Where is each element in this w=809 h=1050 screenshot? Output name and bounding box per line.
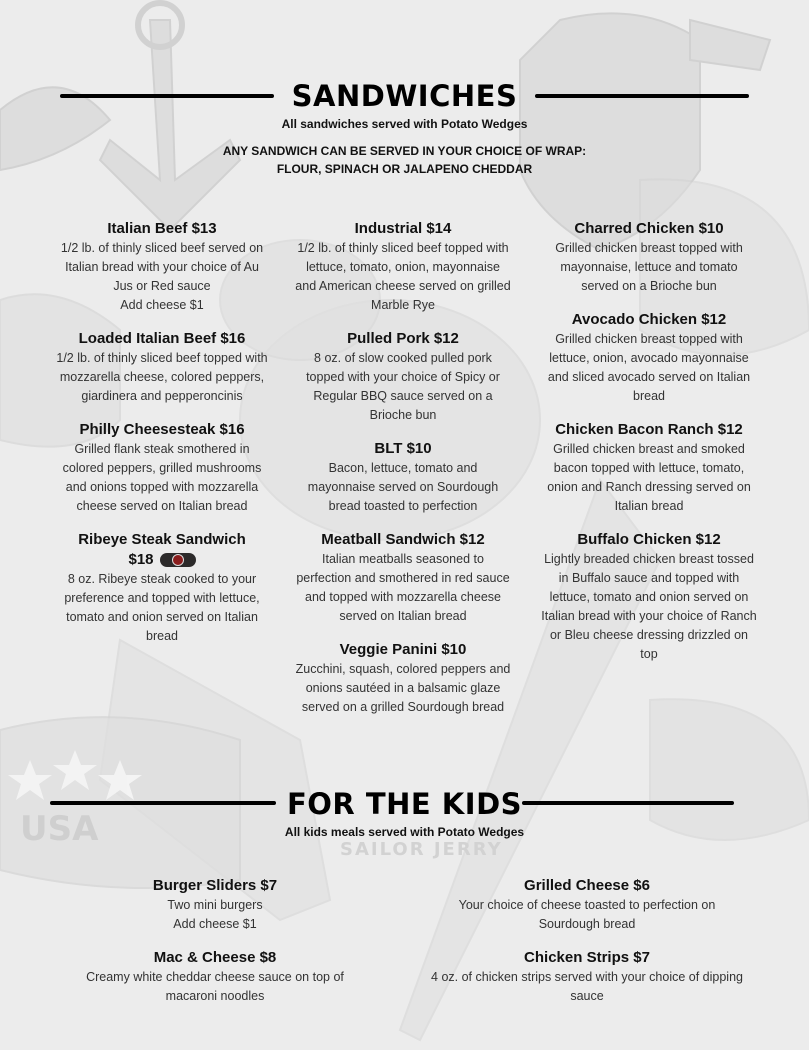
item-description: Bacon, lettuce, tomato and mayonnaise served on Sourdough bread toasted to perfection	[307, 461, 499, 513]
item-name: Burger Sliders $7	[152, 877, 278, 894]
steak-badge-icon	[160, 553, 196, 567]
menu-item	[56, 530, 268, 646]
item-name: Mac & Cheese $8	[153, 949, 277, 966]
item-description: Grilled chicken breast and smoked bacon topped with lettuce, tomato, onion and Ranch dressing served on Italian bread	[547, 442, 751, 513]
menu-item	[56, 329, 268, 406]
item-name: Grilled Cheese $6	[524, 877, 650, 894]
kids-column-right	[428, 876, 746, 1020]
menu-item	[294, 329, 512, 425]
item-name: Charred Chicken $10	[574, 220, 724, 237]
item-extra: Add cheese $1	[120, 298, 204, 312]
item-description: Zucchini, squash, colored peppers and onions sautéed in a balsamic glaze served on a grilled Sourdough bread	[295, 662, 511, 714]
item-description: Your choice of cheese toasted to perfection on Sourdough bread	[458, 898, 716, 931]
item-price-line	[56, 550, 268, 570]
menu-item	[60, 876, 370, 934]
menu-item	[56, 219, 268, 315]
item-description: Grilled chicken breast topped with lettuce, onion, avocado mayonnaise and sliced avocado served on Italian bread	[547, 332, 751, 403]
menu-item	[540, 530, 758, 664]
item-name: BLT $10	[374, 440, 432, 457]
wrap-line-2: FLOUR, SPINACH OR JALAPENO CHEDDAR	[276, 162, 533, 176]
item-description: 4 oz. of chicken strips served with your choice of dipping sauce	[431, 970, 743, 1003]
item-description: 1/2 lb. of thinly sliced beef served on Italian bread with your choice of Au Jus or Red sauce	[60, 241, 264, 293]
item-description: Grilled chicken breast topped with mayonnaise, lettuce and tomato served on a Brioche bun	[555, 241, 743, 293]
item-description: Creamy white cheddar cheese sauce on top of macaroni noodles	[86, 970, 344, 1003]
menu-item	[294, 530, 512, 626]
sandwich-column-1	[56, 219, 268, 660]
watermark-usa: USA	[20, 809, 99, 849]
kids-note: All kids meals served with Potato Wedges	[284, 825, 525, 839]
menu-item	[540, 310, 758, 406]
menu-item	[428, 948, 746, 1006]
item-name: Pulled Pork $12	[347, 330, 459, 347]
sandwich-column-2	[294, 219, 512, 731]
item-name: Buffalo Chicken $12	[577, 531, 721, 548]
menu-item	[294, 219, 512, 315]
item-extra: Add cheese $1	[173, 917, 257, 931]
item-description: 1/2 lb. of thinly sliced beef topped with mozzarella cheese, colored peppers, giardinera and pepperoncinis	[56, 351, 268, 403]
item-name: Meatball Sandwich $12	[321, 531, 485, 548]
sandwiches-note: All sandwiches served with Potato Wedges	[281, 117, 528, 131]
item-name: Chicken Bacon Ranch $12	[555, 421, 743, 438]
kids-column-left	[60, 876, 370, 1020]
item-name: Industrial $14	[354, 220, 452, 237]
menu-item	[294, 640, 512, 717]
sandwich-column-3	[540, 219, 758, 678]
item-price: $18	[128, 551, 154, 568]
item-name: Chicken Strips $7	[524, 949, 650, 966]
watermark-sailor-jerry: SAILOR JERRY	[340, 839, 503, 860]
item-name: Ribeye Steak Sandwich	[78, 531, 246, 548]
item-description: 1/2 lb. of thinly sliced beef topped with lettuce, tomato, onion, mayonnaise and American cheese served on grilled Marble Rye	[295, 241, 511, 312]
item-description: 8 oz. Ribeye steak cooked to your preference and topped with lettuce, tomato and onion served on Italian bread	[64, 572, 260, 643]
item-description: Grilled flank steak smothered in colored peppers, grilled mushrooms and onions topped with mozzarella cheese served on Italian bread	[62, 442, 262, 513]
item-description: Italian meatballs seasoned to perfection and smothered in red sauce and topped with mozzarella cheese served on Italian bread	[296, 552, 510, 623]
menu-item	[540, 219, 758, 296]
wrap-line-1: ANY SANDWICH CAN BE SERVED IN YOUR CHOICE OF WRAP:	[222, 144, 587, 158]
item-name: Avocado Chicken $12	[571, 311, 727, 328]
item-description: 8 oz. of slow cooked pulled pork topped with your choice of Spicy or Regular BBQ sauce served on a Brioche bun	[306, 351, 500, 422]
item-name: Loaded Italian Beef $16	[78, 330, 246, 347]
item-name: Veggie Panini $10	[339, 641, 467, 658]
kids-title: FOR THE KIDS	[286, 787, 523, 821]
menu-item	[60, 948, 370, 1006]
menu-item	[56, 420, 268, 516]
sandwiches-title: SANDWICHES	[291, 79, 518, 113]
item-description: Lightly breaded chicken breast tossed in Buffalo sauce and topped with lettuce, tomato and onion served on Italian bread with your choice of Ranch or Bleu cheese dressing drizzled on top	[541, 552, 757, 661]
item-name: Italian Beef $13	[107, 220, 217, 237]
menu-item	[428, 876, 746, 934]
item-description: Two mini burgers	[167, 898, 263, 912]
item-name: Philly Cheesesteak $16	[79, 421, 245, 438]
menu-item	[294, 439, 512, 516]
menu-item	[540, 420, 758, 516]
